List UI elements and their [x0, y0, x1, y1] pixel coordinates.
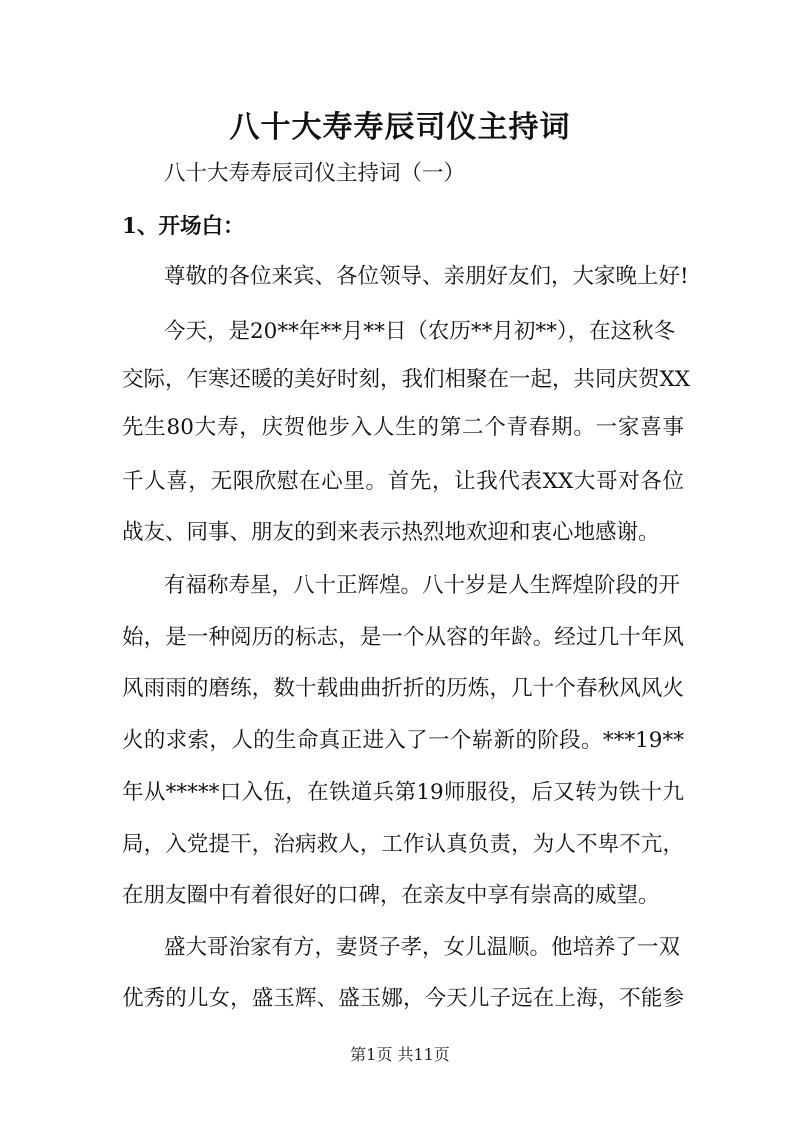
paragraph-line: 今天，是20**年**月**日（农历**月初**），在这秋冬: [164, 319, 676, 344]
paragraph-line: 风雨雨的磨练，数十载曲曲折折的历炼，几十个春秋风风火: [122, 676, 684, 701]
page-number-footer: 第1页 共11页: [350, 1045, 450, 1064]
paragraph-line: 在朋友圈中有着很好的口碑，在亲友中享有崇高的威望。: [122, 883, 660, 908]
subtitle-line: 八十大寿寿辰司仪主持词（一）: [164, 161, 466, 186]
paragraph-line: 火的求索，人的生命真正进入了一个崭新的阶段。***19**: [122, 728, 684, 753]
document-title: 八十大寿寿辰司仪主持词: [229, 110, 571, 145]
section-heading: 1、开场白：: [122, 214, 245, 239]
paragraph-line: 年从*****口入伍，在铁道兵第19师服役，后又转为铁十九: [122, 780, 684, 805]
paragraph-line: 千人喜，无限欣慰在心里。首先，让我代表XX大哥对各位: [122, 469, 684, 494]
paragraph-line: 始，是一种阅历的标志，是一个从容的年龄。经过几十年风: [122, 625, 684, 650]
paragraph-line: 盛大哥治家有方，妻贤子孝，女儿温顺。他培养了一双: [164, 935, 681, 960]
paragraph-line: 尊敬的各位来宾、各位领导、亲朋好友们，大家晚上好!: [164, 264, 689, 289]
paragraph-line: 优秀的儿女，盛玉辉、盛玉娜，今天儿子远在上海，不能参: [122, 986, 684, 1011]
paragraph-line: 局，入党提干，治病救人，工作认真负责，为人不卑不亢，: [122, 832, 684, 857]
paragraph-line: 交际，乍寒还暖的美好时刻，我们相聚在一起，共同庆贺XX: [122, 367, 691, 392]
paragraph-line: 有福称寿星，八十正辉煌。八十岁是人生辉煌阶段的开: [164, 573, 681, 598]
paragraph-line: 战友、同事、朋友的到来表示热烈地欢迎和衷心地感谢。: [122, 520, 660, 545]
paragraph-line: 先生80大寿，庆贺他步入人生的第二个青春期。一家喜事: [122, 415, 684, 440]
